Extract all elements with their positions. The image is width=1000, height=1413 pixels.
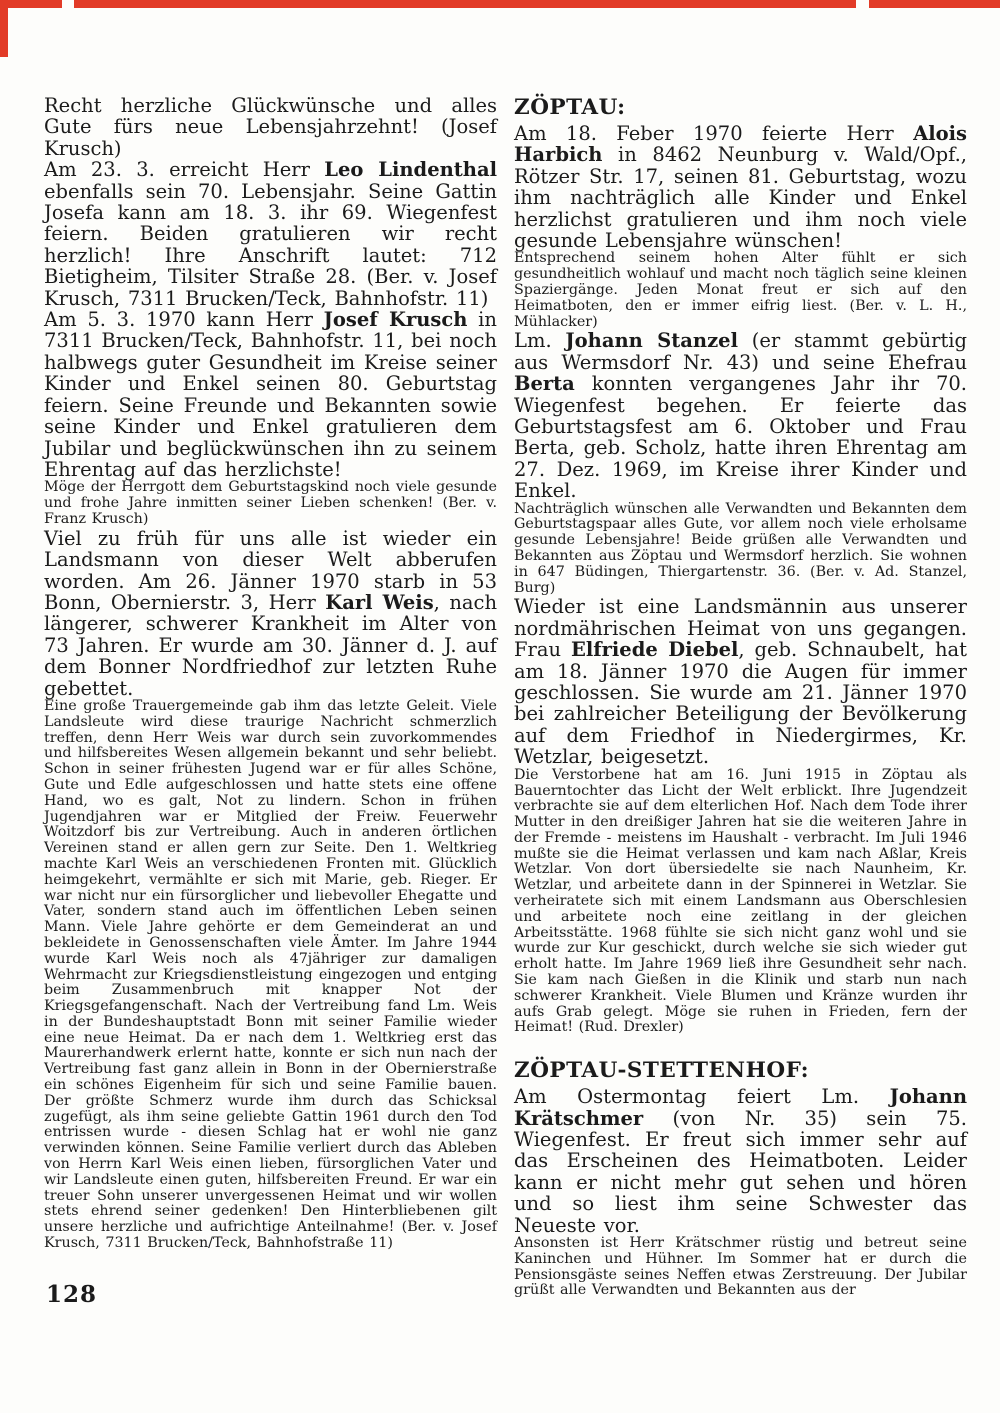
text-run: Wieder ist eine Landsmännin aus unserer nordmährischen Heimat von uns gegangen. Frau [514,595,967,662]
text-run: Am 23. 3. erreicht Herr [44,158,325,182]
paragraph [514,123,967,251]
paragraph [44,699,497,1252]
text-run: Am 18. Feber 1970 feierte Herr [514,122,914,145]
red-crop-mark-top [0,0,1000,8]
paragraph [514,1086,967,1236]
page-number: 128 [46,1281,98,1308]
paragraph [44,528,497,699]
text-run: Am Ostermontag feiert Lm. [514,1085,890,1109]
text-run: in 8462 Neunburg v. Wald/Opf., Rötzer Str. 17, seinen 81. Geburtstag, wozu ihm nachträglich alle Kinder und Enkel herzlichst gratulieren und ihm noch viele gesunde Lebensjahre wünschen! [514,143,967,253]
bold-name-run: Leo Lindenthal [324,158,498,182]
paragraph [44,309,497,480]
text-run: Recht herzliche Glückwünsche und alles Gute fürs neue Lebensjahrzehnt! (Josef Krusch) [44,94,497,160]
red-mark-gap [62,0,74,8]
text-run: (von Nr. 35) sein 75. Wiegenfest. Er freut sich immer sehr auf das Erscheinen des Heimatboten. Leider kann er nicht mehr gut sehen und hören und so liest ihm seine Schwester das Neueste vor. [514,1106,967,1237]
text-run: , geb. Schnaubelt, hat am 18. Jänner 1970 die Augen für immer geschlossen. Sie wurde am 21. Jänner 1970 bei zahlreicher Beteiligung der Bevölkerung auf dem Friedhof in Niedergirmes, Kr. Wetzlar, beigesetzt. [514,638,967,769]
right-column [514,95,967,1299]
paragraph [514,251,967,330]
text-run: Die Verstorbene hat am 16. Juni 1915 in Zöptau als Bauerntochter das Licht der Welt erblickt. Ihre Jugendzeit verbrachte sie auf dem elterlichen Hof. Nach dem Tode ihrer Mutter in den dreißiger Jahren hat sie die weiteren Jahre in der Fremde - meistens im Haushalt - verbracht. Im Juli 1946 mußte sie die Heimat verlassen und kam nach Aßlar, Kreis Wetzlar. Von dort übersiedelte sie nach Naunheim, Kr. Wetzlar, und arbeitete dann in der Spinnerei in Wetzlar. Sie verheiratete sich mit einem Landsmann aus Oberschlesien und arbeitete noch eine zeitlang in der gleichen Arbeitsstätte. 1968 fühlte sie sich nicht ganz wohl und sie wurde zur Kur geschickt, durch welche sie sich wieder gut erholt hatte. Im Jahre 1969 ließ ihre Gesundheit sehr nach. Sie kam nach Gießen in die Klinik und starb nun nach schwerer Krankheit. Viele Blumen und Kränze wurden ihr aufs Grab gelegt. Möge sie ruhen in Frieden, fern der Heimat! (Rud. Drexler) [514,766,967,1036]
text-run: in 7311 Brucken/Teck, Bahnhofstr. 11, bei noch halbwegs guter Gesundheit im Kreise seiner Kinder und Enkel seinen 80. Geburtstag feiern. Seine Freunde und Bekannten sowie seine Kinder und Enkel gratulieren dem Jubilar und beglückwünschen ihn zu seinem Ehrentag auf das herzlichste! [44,308,497,481]
bold-name-run: Karl Weis [325,590,434,614]
text-run: , nach längerer, schwerer Krankheit im Alter von 73 Jahren. Er wurde am 30. Jänner d. J. auf dem Bonner Nordfriedhof zur letzten Ruhe gebettet. [44,590,497,700]
text-run: Viel zu früh für uns alle ist wieder ein Landsmann von dieser Welt abberufen worden. Am 26. Jänner 1970 starb in 53 Bonn, Obernierstr. 3, Herr [44,526,497,614]
text-run: Eine große Trauergemeinde gab ihm das letzte Geleit. Viele Landsleute wird diese traurige Nachricht schmerzlich treffen, denn Herr Weis war durch sein zuvorkommendes und hilfsbereites Wesen allgemein bekannt und sehr beliebt. Schon in seiner frühesten Jugend war er für alles Schöne, Gute und Edle aufgeschlossen und hatte stets eine offene Hand, wo es galt, Not zu lindern. Schon in frühen Jugendjahren war er Mitglied der Freiw. Feuerwehr Woitzdorf bis zur Vertreibung. Auch in anderen örtlichen Vereinen stand er allen gern zur Seite. Den 1. Weltkrieg machte Karl Weis an verschiedenen Fronten mit. Glücklich heimgekehrt, vermählte er sich mit Marie, geb. Rieger. Er war nicht nur ein fürsorglicher und liebevoller Ehegatte und Vater, sondern stand auch im öffentlichen Leben seinen Mann. Viele Jahre gehörte er dem Gemeinderat an und bekleidete in Genossenschaften viele Ämter. Im Jahre 1944 wurde Karl Weis noch als 47jähriger zur damaligen Wehrmacht zur Kriegsdienstleistung eingezogen und entging beim Zusammenbruch mit knapper Not der Kriegsgefangenschaft. Nach der Vertreibung fand Lm. Weis in der Bundeshauptstadt Bonn mit seiner Familie wieder eine neue Heimat. Da er nach dem 1. Weltkrieg erst das Maurerhandwerk erlernt hatte, konnte er sich nun nach der Vertreibung fast ganz allein in Bonn in der Obernierstraße ein schönes Eigenheim für sich und seine Familie bauen. Der größte Schmerz wurde ihm durch das Schicksal zugefügt, als ihm seine geliebte Gattin 1961 durch den Tod entrissen wurde - diesen Schlag hat er wohl nie ganz verwinden können. Seine Familie verliert durch das Ableben von Herrn Karl Weis einen lieben, fürsorglichen Vater und wir Landsleute einen guten, hilfsbereiten Freund. Er war ein treuer Sohn unserer unvergessenen Heimat und wir wollen stets ehrend seiner gedenken! Den Hinterbliebenen gilt unsere herzliche und aufrichtige Anteilnahme! (Ber. v. Josef Krusch, 7311 Brucken/Teck, Bahnhofstraße 11) [44,697,497,1252]
red-crop-mark-left [0,0,8,57]
paragraph [514,596,967,767]
text-run: ebenfalls sein 70. Lebensjahr. Seine Gattin Josefa kann am 18. 3. ihr 69. Wiegenfest feiern. Beiden gratulieren wir recht herzlich! Ihre Anschrift lautet: 712 Bietigheim, Tilsiter Straße 28. (Ber. v. Josef Krusch, 7311 Brucken/Teck, Bahnhofstr. 11) [44,179,497,310]
text-run: ZÖPTAU-STETTENHOF: [514,1058,810,1084]
bold-name-run: Johann Stanzel [565,329,738,353]
paragraph [514,330,967,501]
text-run: konnten vergangenes Jahr ihr 70. Wiegenfest begehen. Er feierte das Geburtstagsfest am 6. Oktober und Frau Berta, geb. Scholz, hatte ihren Ehrentag am 27. Dez. 1969, im Kreise ihrer Kinder und Enkel. [514,372,967,503]
two-column-text-area [44,95,968,1299]
section-heading [514,95,967,120]
bold-name-run: Johann Krätschmer [514,1085,967,1130]
bold-name-run: Alois Harbich [514,122,967,167]
paragraph [44,95,497,159]
text-run: Möge der Herrgott dem Geburtstagskind noch viele gesunde und frohe Jahre inmitten seiner Lieben schenken! (Ber. v. Franz Krusch) [44,479,497,527]
section-heading [514,1058,967,1083]
bold-name-run: Josef Krusch [323,308,468,332]
paragraph [44,480,497,527]
text-run: Am 5. 3. 1970 kann Herr [44,308,324,332]
red-mark-gap [856,0,869,8]
text-run: Nachträglich wünschen alle Verwandten und Bekannten dem Geburtstagspaar alles Gute, vor allem noch viele erholsame gesunde Lebensjahre! Beide grüßen alle Verwandten und Bekannten aus Zöptau und Wermsdorf herzlich. Sie wohnen in 647 Büdingen, Thiergartenstr. 36. (Ber. v. Ad. Stanzel, Burg) [514,500,967,596]
bold-name-run: Elfriede Diebel [570,638,739,662]
paragraph [514,768,967,1037]
text-run: (er stammt gebürtig aus Wermsdorf Nr. 43) und seine Ehefrau [514,329,968,374]
left-column [44,95,497,1299]
text-run: ZÖPTAU: [514,95,626,120]
text-run: Ansonsten ist Herr Krätschmer rüstig und betreut seine Kaninchen und Hühner. Im Sommer hat er durch die Pensionsgäste seines Neffen etwas Zerstreuung. Der Jubilar grüßt alle Verwandten und Bekannten aus der [514,1235,967,1299]
paragraph [44,159,497,309]
text-run: Lm. [514,329,566,353]
bold-name-run: Berta [514,372,575,396]
text-run: Entsprechend seinem hohen Alter fühlt er sich gesundheitlich wohlauf und macht noch täglich seine kleinen Spaziergänge. Jeden Monat freut er sich auf den Heimatboten, den er immer eifrig liest. (Ber. v. L. H., Mühlacker) [514,250,967,330]
paragraph [514,1236,967,1299]
paragraph [514,502,967,597]
